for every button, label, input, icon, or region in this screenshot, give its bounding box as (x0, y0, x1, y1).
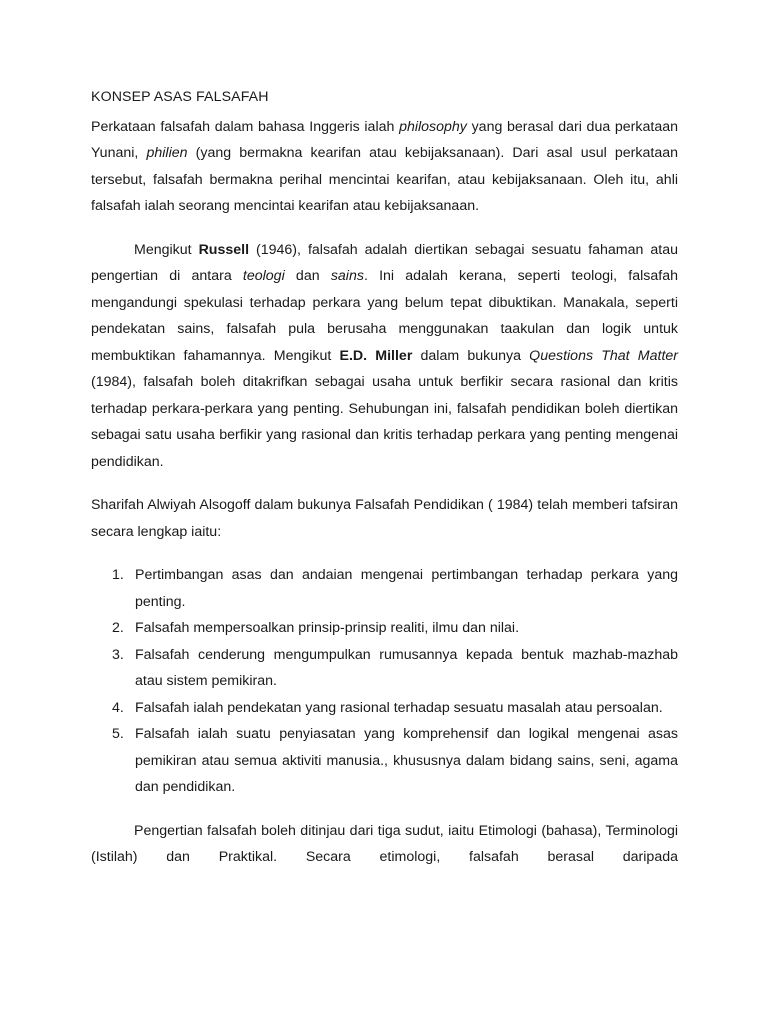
list-item-text: Falsafah ialah pendekatan yang rasional terhadap sesuatu masalah atau persoalan. (135, 699, 663, 716)
text-span: (yang bermakna kearifan atau kebijaksanaan). Dari asal usul perkataan tersebut, falsafah bermakna perihal mencintai kearifan, atau kebijaksanaan. Oleh itu, ahli falsafah ialah seorang mencintai kearifan atau kebijaksanaan. (91, 145, 678, 214)
list-item-text: Falsafah mempersoalkan prinsip-prinsip realiti, ilmu dan nilai. (135, 620, 520, 636)
paragraph-pengertian: Pengertian falsafah boleh ditinjau dari tiga sudut, iaitu Etimologi (bahasa), Terminologi (Istilah) dan Praktikal. Secara etimologi, falsafah berasal daripada (91, 822, 678, 865)
list-item-text: Falsafah ialah suatu penyiasatan yang komprehensif dan logikal mengenai asas pemikiran atau semua aktiviti manusia., khususnya dalam bidang sains, seni, agama dan pendidikan. (135, 726, 678, 795)
text-span: Perkataan falsafah dalam bahasa Inggeris ialah (91, 118, 400, 135)
list-item (91, 562, 678, 615)
italic-book-title: Questions That Matter (529, 347, 679, 364)
paragraph-russell-miller (91, 237, 678, 476)
bold-name: E.D. Miller (339, 347, 413, 364)
document-title: KONSEP ASAS FALSAFAH (91, 89, 269, 105)
list-item (91, 642, 678, 695)
text-span: dan (284, 268, 331, 284)
italic-term: philosophy (399, 118, 467, 135)
list-item-text: Pertimbangan asas dan andaian mengenai pertimbangan terhadap perkara yang penting. (135, 567, 678, 610)
bold-name: Russell (198, 241, 250, 258)
list-number: 3. (112, 646, 124, 663)
text-span: . Ini adalah kerana, seperti teologi, falsafah mengandungi spekulasi terhadap perkara yang belum tepat dibuktikan. Manakala, seperti pendekatan sains, falsafah pula berusaha menggunakan taakulan dan logik untuk membuktikan fahamannya. Mengikut (91, 268, 678, 364)
italic-term: teologi (242, 268, 285, 284)
document-body (91, 84, 678, 871)
italic-term: philien (146, 145, 188, 161)
text-span: yang berasal dari dua perkataan Yunani, (91, 118, 679, 161)
italic-term: sains (330, 268, 364, 284)
list-item (91, 615, 678, 642)
text-span: Mengikut (134, 241, 199, 258)
list-number: 4. (112, 699, 124, 716)
list-item (91, 695, 678, 722)
list-item-text: Falsafah cenderung mengumpulkan rumusannya kepada bentuk mazhab-mazhab atau sistem pemikiran. (135, 646, 678, 689)
paragraph-alsogoff: Sharifah Alwiyah Alsogoff dalam bukunya Falsafah Pendidikan ( 1984) telah memberi tafsiran secara lengkap iaitu: (91, 497, 678, 540)
numbered-list (91, 562, 678, 801)
text-span: (1946), falsafah adalah diertikan sebagai sesuatu fahaman atau pengertian di antara (91, 241, 678, 284)
list-number: 2. (112, 620, 124, 636)
list-number: 1. (112, 567, 124, 583)
paragraph-definition (91, 114, 678, 220)
list-number: 5. (112, 726, 124, 742)
text-span: dalam bukunya (412, 347, 530, 364)
text-span: (1984), falsafah boleh ditakrifkan sebagai usaha untuk berfikir secara rasional dan kritis terhadap perkara-perkara yang penting. Sehubungan ini, falsafah pendidikan boleh diertikan sebagai satu usaha berfikir yang rasional dan kritis terhadap perkara yang penting mengenai pendidikan. (91, 374, 678, 470)
list-item (91, 721, 678, 801)
